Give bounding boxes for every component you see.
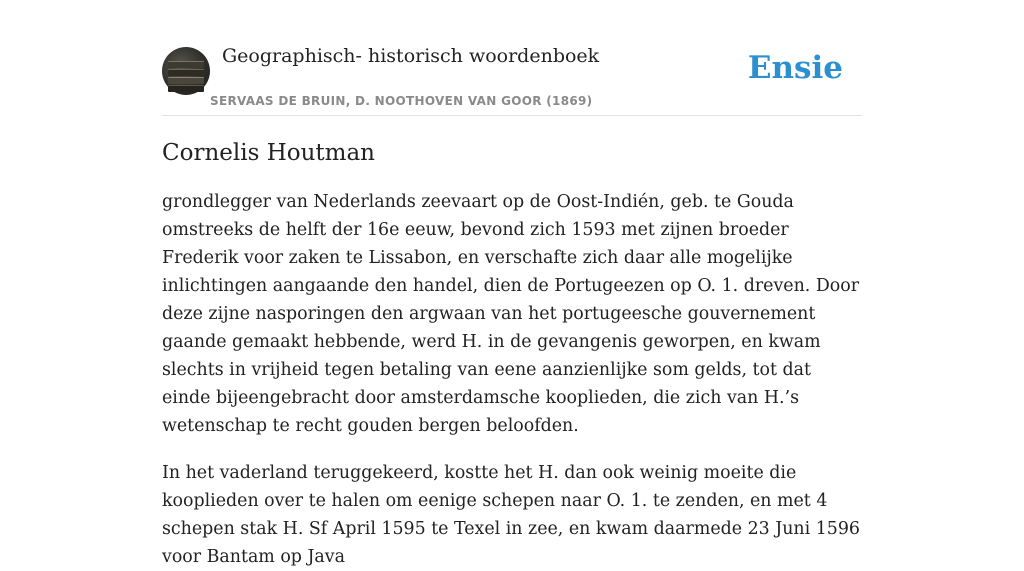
book-authors-year: SERVAAS DE BRUIN, D. NOOTHOVEN VAN GOOR (1869)	[210, 94, 593, 108]
book-cover-avatar[interactable]	[162, 47, 210, 95]
book-header	[162, 0, 862, 116]
book-spine-graphic	[168, 61, 204, 68]
ensie-logo[interactable]: Ensie	[747, 50, 843, 86]
content-column	[162, 0, 862, 571]
book-spine-graphic	[168, 77, 204, 84]
book-spine-graphic	[168, 85, 204, 92]
book-title-link[interactable]: Geographisch- historisch woordenboek	[222, 45, 600, 67]
entry-title: Cornelis Houtman	[162, 140, 375, 166]
book-spine-graphic	[168, 69, 204, 76]
entry-paragraph: grondlegger van Nederlands zeevaart op de Oost-Indién, geb. te Gouda omstreeks de helft der 16e eeuw, bevond zich 1593 met zijnen broeder Frederik voor zaken te Lissabon, en verschafte zich daar alle mogelijke inlichtingen aangaande den handel, dien de Portugeezen op O. 1. dreven. Door deze zijne nasporingen den argwaan van het portugeesche gouvernement gaande gemaakt hebbende, werd H. in de gevangenis geworpen, en kwam slechts in vrijheid tegen betaling van eene aanzienlijke som gelds, tot dat einde bijeengebracht door amsterdamsche kooplieden, die zich van H.’s wetenschap te recht gouden bergen beloofden.	[162, 192, 860, 436]
entry-paragraph: In het vaderland teruggekeerd, kostte het H. dan ook weinig moeite die kooplieden over te halen om eenige schepen naar O. 1. te zenden, en met 4 schepen stak H. Sf April 1595 te Texel in zee, en kwam daarmede 23 Juni 1596 voor Bantam op Java	[162, 463, 860, 567]
